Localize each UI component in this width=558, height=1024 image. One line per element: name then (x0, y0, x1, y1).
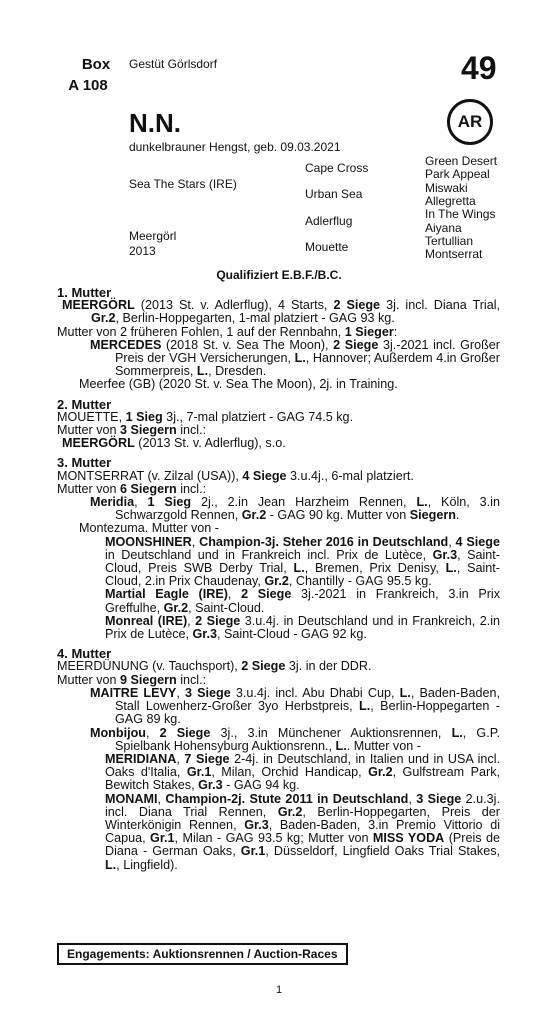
horse-description: dunkelbrauner Hengst, geb. 09.03.2021 (129, 140, 341, 154)
section-title: 4. Mutter (57, 646, 112, 662)
box-title: Box (81, 56, 111, 73)
pedigree-gen3-item: Aiyana (425, 221, 462, 235)
engagements-box: Engagements: Auktionsrennen / Auction-Races (57, 943, 348, 965)
breeder-name: Gestüt Görlsdorf (129, 57, 218, 71)
offspring-entry: Monbijou, 2 Siege 3j., 3.in Münchener Auktionsrennen, L., G.P. Spielbank Hohensyburg Auktionsrenn., L.. Mutter von - (90, 725, 500, 753)
box-label (68, 54, 118, 96)
offspring-entry: Montezuma. Mutter von - (79, 521, 219, 536)
offspring-entry: MERCEDES (2018 St. v. Sea The Moon), 2 Siege 3j.-2021 incl. Großer Preis der VGH Versicherungen, L., Hannover; Außerdem 4.in Großer Sommerpreis, L., Dresden. (90, 337, 501, 379)
ar-badge: AR (447, 99, 493, 145)
qualification-note: Qualifiziert E.B.F./B.C. (216, 268, 342, 282)
pedigree-dam: Meergörl (129, 229, 177, 243)
pedigree-sire: Sea The Stars (IRE) (129, 177, 237, 191)
pedigree-gen2-item: Urban Sea (305, 187, 363, 201)
pedigree-gen3-item: Green Desert (425, 154, 498, 168)
offspring-entry: Meridia, 1 Sieg 2j., 2.in Jean Harzheim Rennen, L., Köln, 3.in Schwarzgold Rennen, Gr.2 - GAG 90 kg. Mutter von Siegern. (90, 495, 500, 523)
grand-offspring-entry: Monreal (IRE), 2 Siege 3.u.4j. in Deutschland und in Frankreich, 2.in Prix de Lutèce, Gr.3, Saint-Cloud - GAG 92 kg. (105, 613, 500, 642)
pedigree-gen3-item: Park Appeal (425, 167, 490, 181)
horse-name: N.N. (129, 108, 181, 138)
offspring-summary: Mutter von 2 früheren Fohlen, 1 auf der Rennbahn, 1 Sieger: (57, 324, 398, 339)
offspring-summary: Mutter von 3 Siegern incl.: (57, 423, 207, 438)
pedigree-gen2-item: Cape Cross (305, 161, 369, 175)
pedigree-gen3-item: Allegretta (425, 194, 476, 208)
dam-line-content (57, 286, 500, 872)
dam-entry: MONTSERRAT (v. Zilzal (USA)), 4 Siege 3.u.4j., 6-mal platziert. (57, 468, 414, 483)
pedigree-gen2-item: Mouette (305, 240, 349, 254)
page-number: 1 (275, 984, 283, 996)
pedigree-dam-year: 2013 (129, 244, 156, 258)
pedigree-gen3-item: Montserrat (425, 247, 483, 261)
offspring-summary: Mutter von 6 Siegern incl.: (57, 481, 207, 496)
pedigree-gen3-item: Tertullian (425, 234, 474, 248)
grand-offspring-entry: MOONSHINER, Champion-3j. Steher 2016 in Deutschland, 4 Siege in Deutschland und in Frankreich incl. Prix de Lutèce, Gr.3, Saint-Cloud, Preis SWB Derby Trial, L., Bremen, Prix Denisy, L., Saint-Cloud, 2.in Prix Chaudenay, Gr.2, Chantilly - GAG 95.5 kg. (105, 534, 500, 589)
offspring-entry: MEERGÖRL (2013 St. v. Adlerflug), s.o. (62, 436, 286, 451)
lot-number: 49 (461, 50, 497, 86)
dam-entry: MOUETTE, 1 Sieg 3j., 7-mal platziert - GAG 74.5 kg. (57, 409, 354, 424)
section-title: 2. Mutter (57, 396, 112, 412)
box-number: A 108 (68, 77, 108, 94)
section-title: 3. Mutter (57, 455, 112, 471)
grand-offspring-entry: MERIDIANA, 7 Siege 2-4j. in Deutschland, in Italien und in USA incl. Oaks d'Italia, Gr.1, Milan, Orchid Handicap, Gr.2, Gulfstream Park, Bewitch Stakes, Gr.3 - GAG 94 kg. (105, 751, 500, 793)
pedigree-gen2-item: Adlerflug (305, 214, 353, 228)
pedigree-gen3-item: Miswaki (425, 181, 468, 195)
dam-entry: MEERGÖRL (2013 St. v. Adlerflug), 4 Starts, 2 Siege 3j. incl. Diana Trial, Gr.2, Berlin-Hoppegarten, 1-mal platziert - GAG 93 kg. (62, 298, 501, 326)
offspring-entry: Meerfee (GB) (2020 St. v. Sea The Moon), 2j. in Training. (79, 377, 398, 392)
section-title: 1. Mutter (57, 285, 112, 300)
pedigree-gen3-item: In The Wings (425, 207, 496, 221)
offspring-summary: Mutter von 9 Siegern incl.: (57, 672, 207, 687)
grand-offspring-entry: Martial Eagle (IRE), 2 Siege 3j.-2021 in Frankreich, 3.in Prix Greffulhe, Gr.2, Saint-Cloud. (105, 587, 501, 615)
dam-entry: MEERDÜNUNG (v. Tauchsport), 2 Siege 3j. in der DDR. (57, 659, 372, 674)
offspring-entry: MAITRE LEVY, 3 Siege 3.u.4j. incl. Abu Dhabi Cup, L., Baden-Baden, Stall Lowenherz-Großer 3yo Herbstpreis, L., Berlin-Hoppegarten - GAG 89 kg. (90, 685, 500, 727)
grand-offspring-entry: MONAMI, Champion-2j. Stute 2011 in Deutschland, 3 Siege 2.u.3j. incl. Diana Trial Rennen, Gr.2, Berlin-Hoppegarten, Preis der Winterkönigin Rennen, Gr.3, Baden-Baden, 3.in Premio Vittorio di Capua, Gr.1, Milan - GAG 93.5 kg; Mutter von MISS YODA (Preis de Diana - German Oaks, Gr.1, Düsseldorf, Lingfield Oaks Trial Stakes, L., Lingfield). (105, 791, 501, 872)
